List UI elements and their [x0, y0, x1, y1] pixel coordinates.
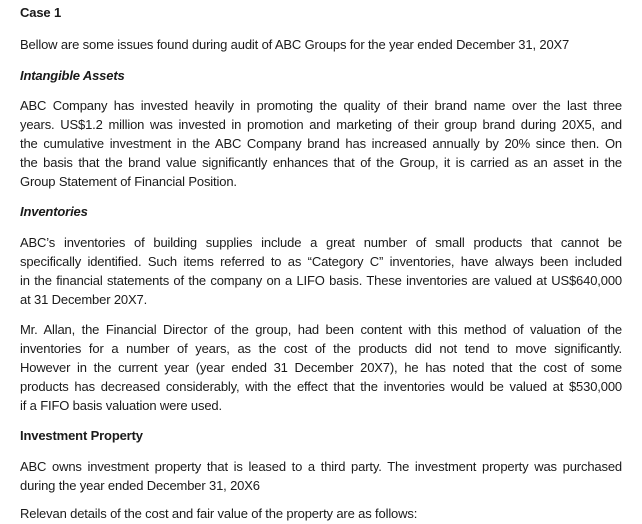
- paragraph-line: specifically identified. Such items referred to as “Category C” inventories, have always been included: [20, 254, 622, 269]
- paragraph-line: in the financial statements of the company on a LIFO basis. These inventories are valued at US$640,000: [20, 273, 622, 288]
- paragraph-line: products has decreased considerably, with the effect that the inventories would be valued at $530,000: [20, 379, 622, 394]
- paragraph-line: Mr. Allan, the Financial Director of the group, had been content with this method of valuation of the: [20, 322, 622, 337]
- paragraph-line: However in the current year (year ended 31 December 20X7), he has noted that the cost of some: [20, 360, 622, 375]
- paragraph-line: inventories for a number of years, as the cost of the products did not tend to move significantly.: [20, 341, 622, 356]
- intro-text: Bellow are some issues found during audit of ABC Groups for the year ended December 31, 20X7: [20, 37, 570, 52]
- paragraph-line: ABC owns investment property that is leased to a third party. The investment property was purchased: [20, 459, 622, 474]
- paragraph-line: ABC’s inventories of building supplies include a great number of small products that cannot be: [20, 235, 622, 250]
- section-title-investment-property: Investment Property: [20, 428, 143, 443]
- paragraph-line: the basis that the brand value significantly enhances that of the Group, it is carried as an asset in the: [20, 155, 622, 170]
- paragraph-line: ABC Company has invested heavily in promoting the quality of their brand name over the last three: [20, 98, 622, 113]
- paragraph-line: at 31 December 20X7.: [20, 292, 148, 307]
- section-title-intangible-assets: Intangible Assets: [20, 68, 125, 83]
- case-heading: Case 1: [20, 5, 62, 20]
- paragraph-line: Group Statement of Financial Position.: [20, 174, 237, 189]
- paragraph-line: if a FIFO basis valuation were used.: [20, 398, 222, 413]
- section-title-inventories: Inventories: [20, 204, 88, 219]
- paragraph-line: during the year ended December 31, 20X6: [20, 478, 260, 493]
- paragraph-line: Relevan details of the cost and fair value of the property are as follows:: [20, 506, 418, 521]
- paragraph-line: the cumulative investment in the ABC Company brand has increased annually by 20% since then. On: [20, 136, 622, 151]
- paragraph-line: years. US$1.2 million was invested in promotion and marketing of their group brand during 20X5, and: [20, 117, 622, 132]
